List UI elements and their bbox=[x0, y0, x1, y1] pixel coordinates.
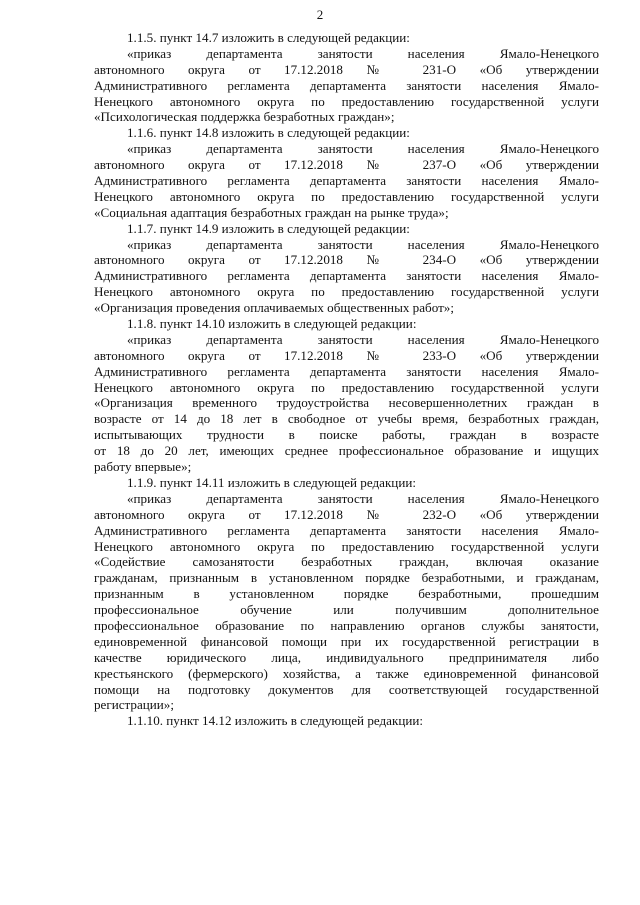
text-line: Ненецкого автономного округа по предоставлению государственной услуги bbox=[94, 379, 599, 395]
text-line: 1.1.7. пункт 14.9 изложить в следующей редакции: bbox=[127, 220, 410, 236]
text-line: Ненецкого автономного округа по предоставлению государственной услуги bbox=[94, 538, 599, 554]
text-line: Административного регламента департамента занятости населения Ямало- bbox=[94, 268, 599, 284]
text-line: Административного регламента департамента занятости населения Ямало- bbox=[94, 363, 599, 379]
text-line: 1.1.6. пункт 14.8 изложить в следующей редакции: bbox=[127, 125, 410, 141]
text-line: «приказ департамента занятости населения Ямало-Ненецкого bbox=[127, 45, 599, 61]
text-line: автономного округа от 17.12.2018 № 232-О «Об утверждении bbox=[94, 506, 599, 522]
text-line: «приказ департамента занятости населения Ямало-Ненецкого bbox=[127, 331, 599, 347]
text-line: автономного округа от 17.12.2018 № 233-О «Об утверждении bbox=[94, 347, 599, 363]
text-line: испытывающих трудности в поиске работы, граждан в возрасте bbox=[94, 427, 599, 443]
text-line: работу впервые»; bbox=[94, 459, 192, 475]
text-line: «Организация проведения оплачиваемых общественных работ»; bbox=[94, 300, 454, 316]
page-number: 2 bbox=[316, 7, 324, 22]
text-line: 1.1.5. пункт 14.7 изложить в следующей редакции: bbox=[127, 30, 410, 45]
text-line: автономного округа от 17.12.2018 № 237-О «Об утверждении bbox=[94, 157, 599, 173]
text-line: 1.1.9. пункт 14.11 изложить в следующей редакции: bbox=[127, 474, 416, 490]
text-line: Ненецкого автономного округа по предоставлению государственной услуги bbox=[94, 93, 599, 109]
text-line: Административного регламента департамента занятости населения Ямало- bbox=[94, 173, 599, 189]
text-line: «Организация временного трудоустройства несовершеннолетних граждан в bbox=[94, 395, 599, 411]
text-line: «Социальная адаптация безработных граждан на рынке труда»; bbox=[94, 204, 449, 220]
text-line: «приказ департамента занятости населения Ямало-Ненецкого bbox=[127, 236, 599, 252]
text-line: автономного округа от 17.12.2018 № 234-О «Об утверждении bbox=[94, 252, 599, 268]
text-line: «Содействие самозанятости безработных граждан, включая оказание bbox=[94, 554, 599, 570]
text-line: Административного регламента департамента занятости населения Ямало- bbox=[94, 522, 599, 538]
text-line: гражданам, признанным в установленном порядке безработными, и гражданам, bbox=[94, 570, 599, 586]
text-line: помощи на подготовку документов для соответствующей государственной bbox=[94, 681, 599, 697]
text-line: «приказ департамента занятости населения Ямало-Ненецкого bbox=[127, 141, 599, 157]
text-line: от 18 до 20 лет, имеющих среднее профессиональное образование и ищущих bbox=[94, 443, 599, 459]
text-line: качестве юридического лица, индивидуального предпринимателя либо bbox=[94, 649, 599, 665]
text-line: единовременной финансовой помощи при их государственной регистрации в bbox=[94, 633, 599, 649]
text-line: 1.1.10. пункт 14.12 изложить в следующей редакции: bbox=[127, 713, 424, 729]
text-line: профессиональное обучение или получившим дополнительное bbox=[94, 602, 599, 618]
document-body bbox=[94, 30, 599, 729]
text-line: возрасте от 14 до 18 лет в свободное от учебы время, безработных граждан, bbox=[94, 411, 599, 427]
text-line: Ненецкого автономного округа по предоставлению государственной услуги bbox=[94, 284, 599, 300]
text-line: 1.1.8. пункт 14.10 изложить в следующей редакции: bbox=[127, 316, 417, 332]
text-line: регистрации»; bbox=[94, 697, 174, 713]
text-line: «приказ департамента занятости населения Ямало-Ненецкого bbox=[127, 490, 599, 506]
text-line: Ненецкого автономного округа по предоставлению государственной услуги bbox=[94, 188, 599, 204]
text-line: «Психологическая поддержка безработных граждан»; bbox=[94, 109, 395, 125]
text-line: крестьянского (фермерского) хозяйства, а также единовременной финансовой bbox=[94, 665, 599, 681]
text-line: профессиональное образование по направлению органов службы занятости, bbox=[94, 617, 599, 633]
text-line: признанным в установленном порядке безработными, прошедшим bbox=[94, 586, 599, 602]
text-line: Административного регламента департамента занятости населения Ямало- bbox=[94, 77, 599, 93]
text-line: автономного округа от 17.12.2018 № 231-О «Об утверждении bbox=[94, 61, 599, 77]
